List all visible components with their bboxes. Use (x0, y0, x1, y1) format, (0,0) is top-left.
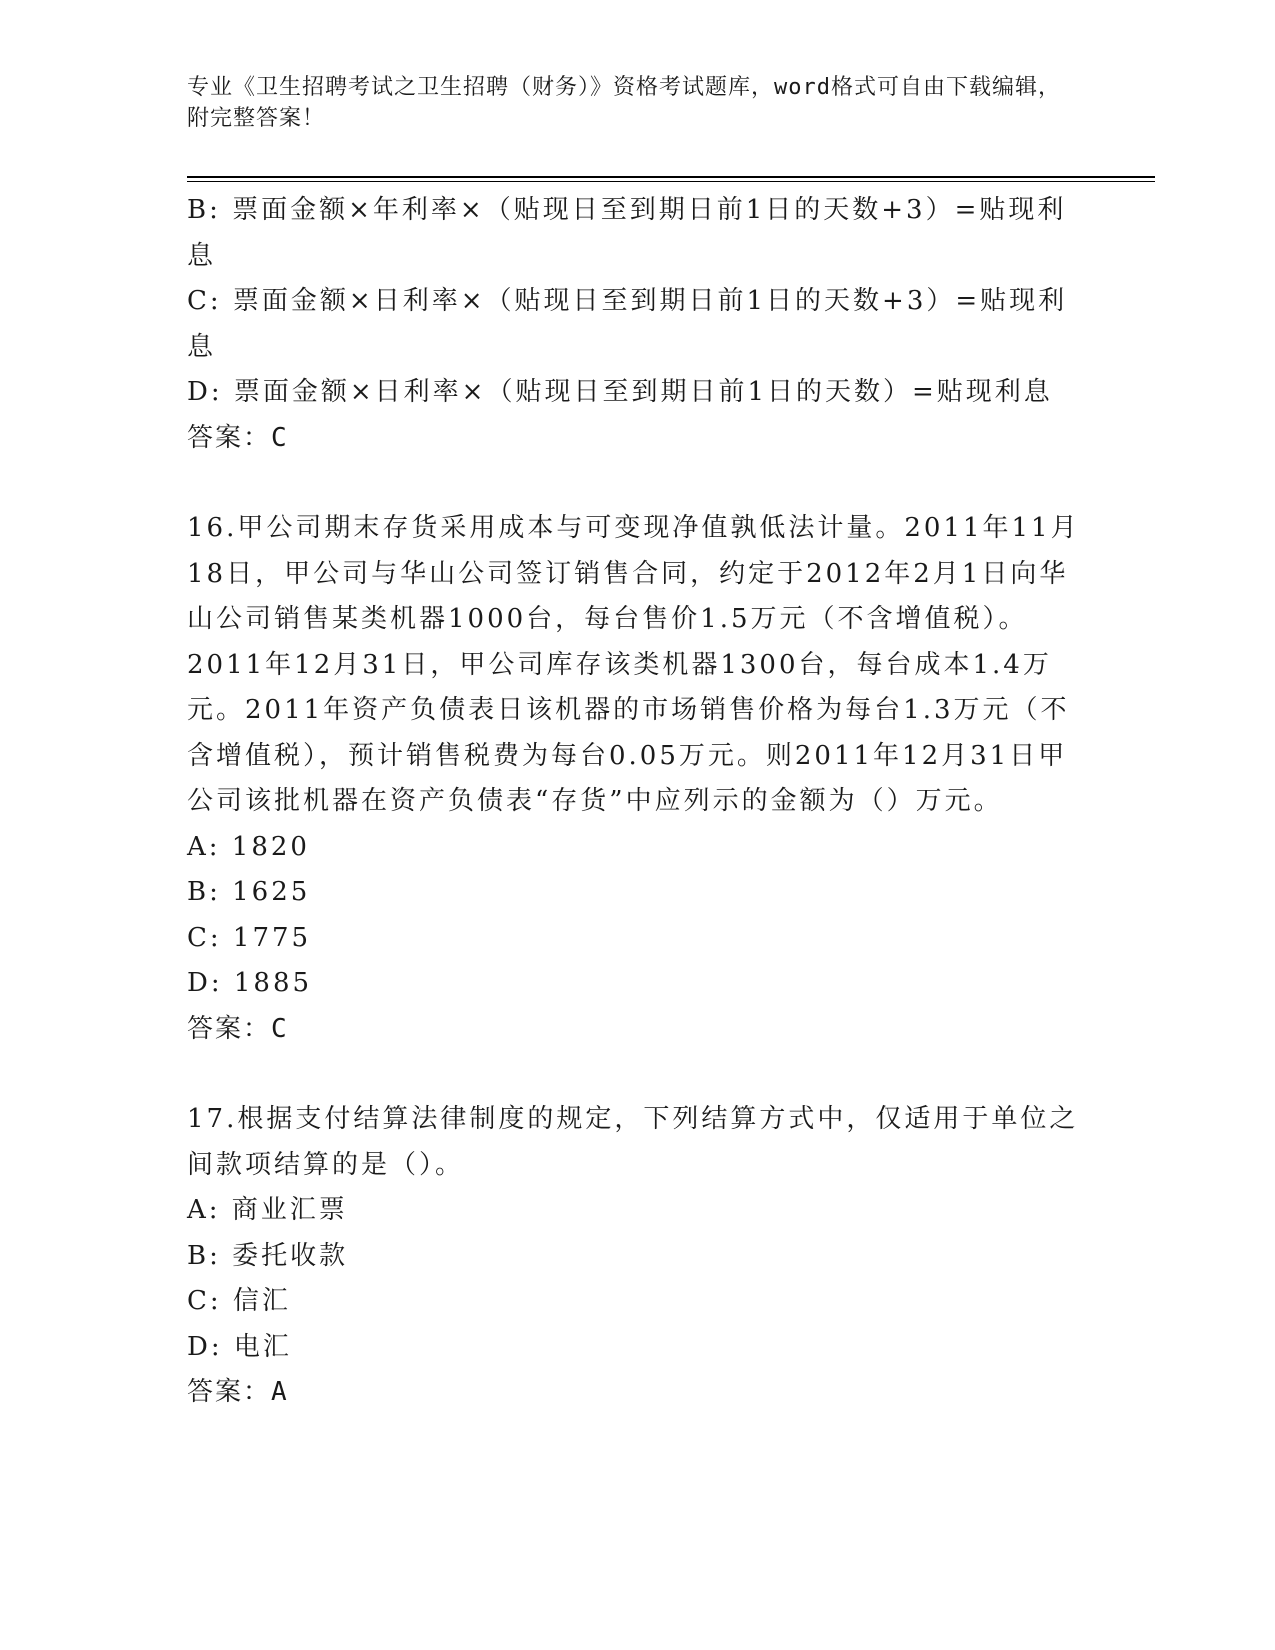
document-header (187, 72, 1067, 134)
document-body (187, 188, 1087, 1416)
option-b: B: 票面金额×年利率×（贴现日至到期日前1日的天数+3）=贴现利息 (187, 195, 1067, 271)
question-16-section (187, 506, 1087, 1052)
section-gap (187, 461, 1087, 506)
question-17-section (187, 1097, 1087, 1416)
option-c: C: 信汇 (187, 1286, 291, 1316)
option-a: A: 1820 (187, 831, 310, 862)
option-d: D: 票面金额×日利率×（贴现日至到期日前1日的天数）=贴现利息 (187, 377, 1053, 407)
section-gap (187, 1052, 1087, 1097)
answer-line: 答案：C (187, 422, 289, 453)
header-rule-thick (187, 176, 1155, 178)
option-b: B: 委托收款 (187, 1240, 349, 1271)
question-text: 16.甲公司期末存货采用成本与可变现净值孰低法计量。2011年11月18日，甲公司与华山公司签订销售合同，约定于2012年2月1日向华山公司销售某类机器1000台，每台售价1.5万元（不含增值税）。2011年12月31日，甲公司库存该类机器1300台，每台成本1.4万元。2011年资产负债表日该机器的市场销售价格为每台1.3万元（不含增值税），预计销售税费为每台0.05万元。则2011年12月31日甲公司该批机器在资产负债表“存货”中应列示的金额为（）万元。 (187, 513, 1080, 816)
answer-line: 答案：C (187, 1013, 289, 1044)
header-text: 专业《卫生招聘考试之卫生招聘（财务）》资格考试题库，word格式可自由下载编辑，附完整答案！ (187, 75, 1061, 131)
question-text: 17.根据支付结算法律制度的规定，下列结算方式中，仅适用于单位之间款项结算的是（）。 (187, 1104, 1079, 1180)
header-rule-thin (187, 181, 1155, 182)
option-a: A: 商业汇票 (187, 1195, 348, 1225)
option-d: D: 1885 (187, 968, 313, 998)
question-15-section (187, 188, 1087, 461)
answer-line: 答案：A (187, 1377, 289, 1407)
option-c: C: 1775 (187, 922, 312, 953)
option-d: D: 电汇 (187, 1331, 292, 1362)
option-c: C: 票面金额×日利率×（贴现日至到期日前1日的天数+3）=贴现利息 (187, 286, 1068, 362)
option-b: B: 1625 (187, 877, 311, 907)
